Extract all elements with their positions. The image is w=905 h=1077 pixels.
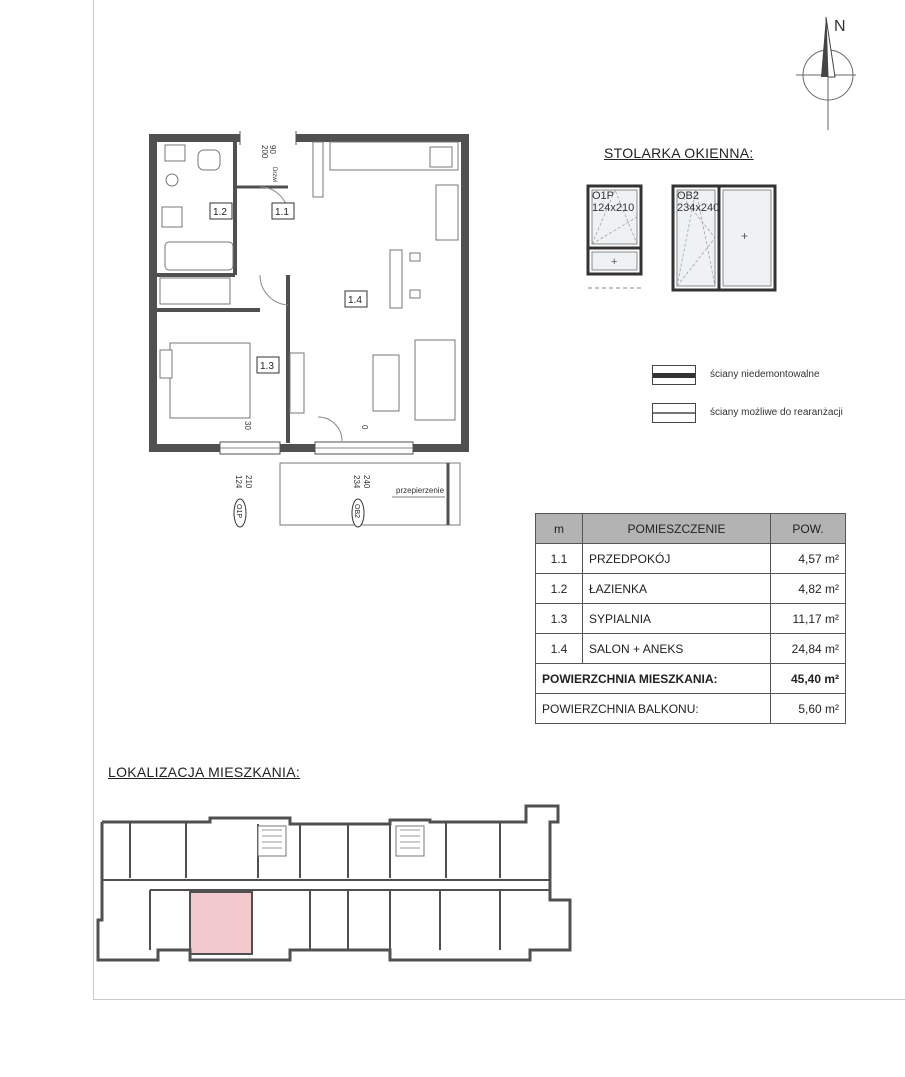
room-name: SYPIALNIA	[583, 604, 771, 634]
room-area: 24,84 m²	[771, 634, 846, 664]
win1-dim-h: 210	[244, 475, 253, 489]
legend-row-fixed-walls	[652, 365, 852, 387]
room-number: 1.1	[536, 544, 583, 574]
col-header-number: m	[536, 514, 583, 544]
room-number: 1.3	[536, 604, 583, 634]
legend-swatch-movable	[652, 403, 696, 423]
total-area-value: 45,40 m²	[771, 664, 846, 694]
total-area-row	[536, 664, 846, 694]
area-table-header-row	[536, 514, 846, 544]
room-number: 1.2	[536, 574, 583, 604]
window-tag-ob2: OB2	[353, 504, 360, 519]
svg-text:+: +	[611, 256, 618, 268]
legend-row-movable-walls	[652, 403, 852, 425]
door-dim-b: 200	[260, 145, 269, 159]
location-heading: LOKALIZACJA MIESZKANIA:	[108, 764, 301, 780]
window-o1p-size: 124x210	[592, 202, 635, 214]
col-header-area: POW.	[771, 514, 846, 544]
window-o1p-drawing	[586, 184, 646, 294]
balcony-note: przepierzenie	[396, 486, 445, 495]
svg-text:+: +	[741, 229, 749, 243]
area-table	[535, 513, 846, 724]
apartment-floor-plan	[140, 125, 480, 535]
win1-dim-w: 124	[234, 475, 243, 489]
door-tag: Drzwi	[271, 167, 277, 182]
balcony-area-label: POWIERZCHNIA BALKONU:	[536, 694, 771, 724]
room-name: PRZEDPOKÓJ	[583, 544, 771, 574]
room-name: SALON + ANEKS	[583, 634, 771, 664]
room-area: 11,17 m²	[771, 604, 846, 634]
window-ob2-drawing	[671, 184, 781, 294]
door-dim-a: 90	[268, 145, 277, 154]
window-tag-o1p: O1P	[235, 504, 242, 519]
window-o1p-code: O1P	[592, 190, 615, 202]
sill-left-dim: 30	[243, 421, 252, 430]
window-ob2-size: 234x240	[677, 202, 720, 214]
compass-icon	[790, 5, 860, 135]
room-tag-1-4: 1.4	[348, 295, 362, 306]
col-header-room: POMIESZCZENIE	[583, 514, 771, 544]
balcony-area-row	[536, 694, 846, 724]
total-area-label: POWIERZCHNIA MIESZKANIA:	[536, 664, 771, 694]
room-number: 1.4	[536, 634, 583, 664]
table-row	[536, 544, 846, 574]
room-name: ŁAZIENKA	[583, 574, 771, 604]
building-key-plan	[90, 800, 580, 970]
legend-label-movable: ściany możliwe do rearanżacji	[710, 407, 843, 418]
table-row	[536, 604, 846, 634]
room-tag-1-1: 1.1	[275, 207, 289, 218]
table-row	[536, 574, 846, 604]
win2-dim-h: 240	[362, 475, 371, 489]
sill-right-dim: 0	[360, 425, 369, 430]
balcony-area-value: 5,60 m²	[771, 694, 846, 724]
window-ob2-code: OB2	[677, 190, 700, 202]
win2-dim-w: 234	[352, 475, 361, 489]
legend-swatch-fixed	[652, 365, 696, 385]
room-tag-1-2: 1.2	[213, 207, 227, 218]
room-area: 4,57 m²	[771, 544, 846, 574]
room-tag-1-3: 1.3	[260, 361, 274, 372]
legend-label-fixed: ściany niedemontowalne	[710, 369, 820, 380]
room-area: 4,82 m²	[771, 574, 846, 604]
compass-north-label: N	[834, 18, 846, 35]
table-row	[536, 634, 846, 664]
windows-heading: STOLARKA OKIENNA:	[604, 145, 754, 161]
